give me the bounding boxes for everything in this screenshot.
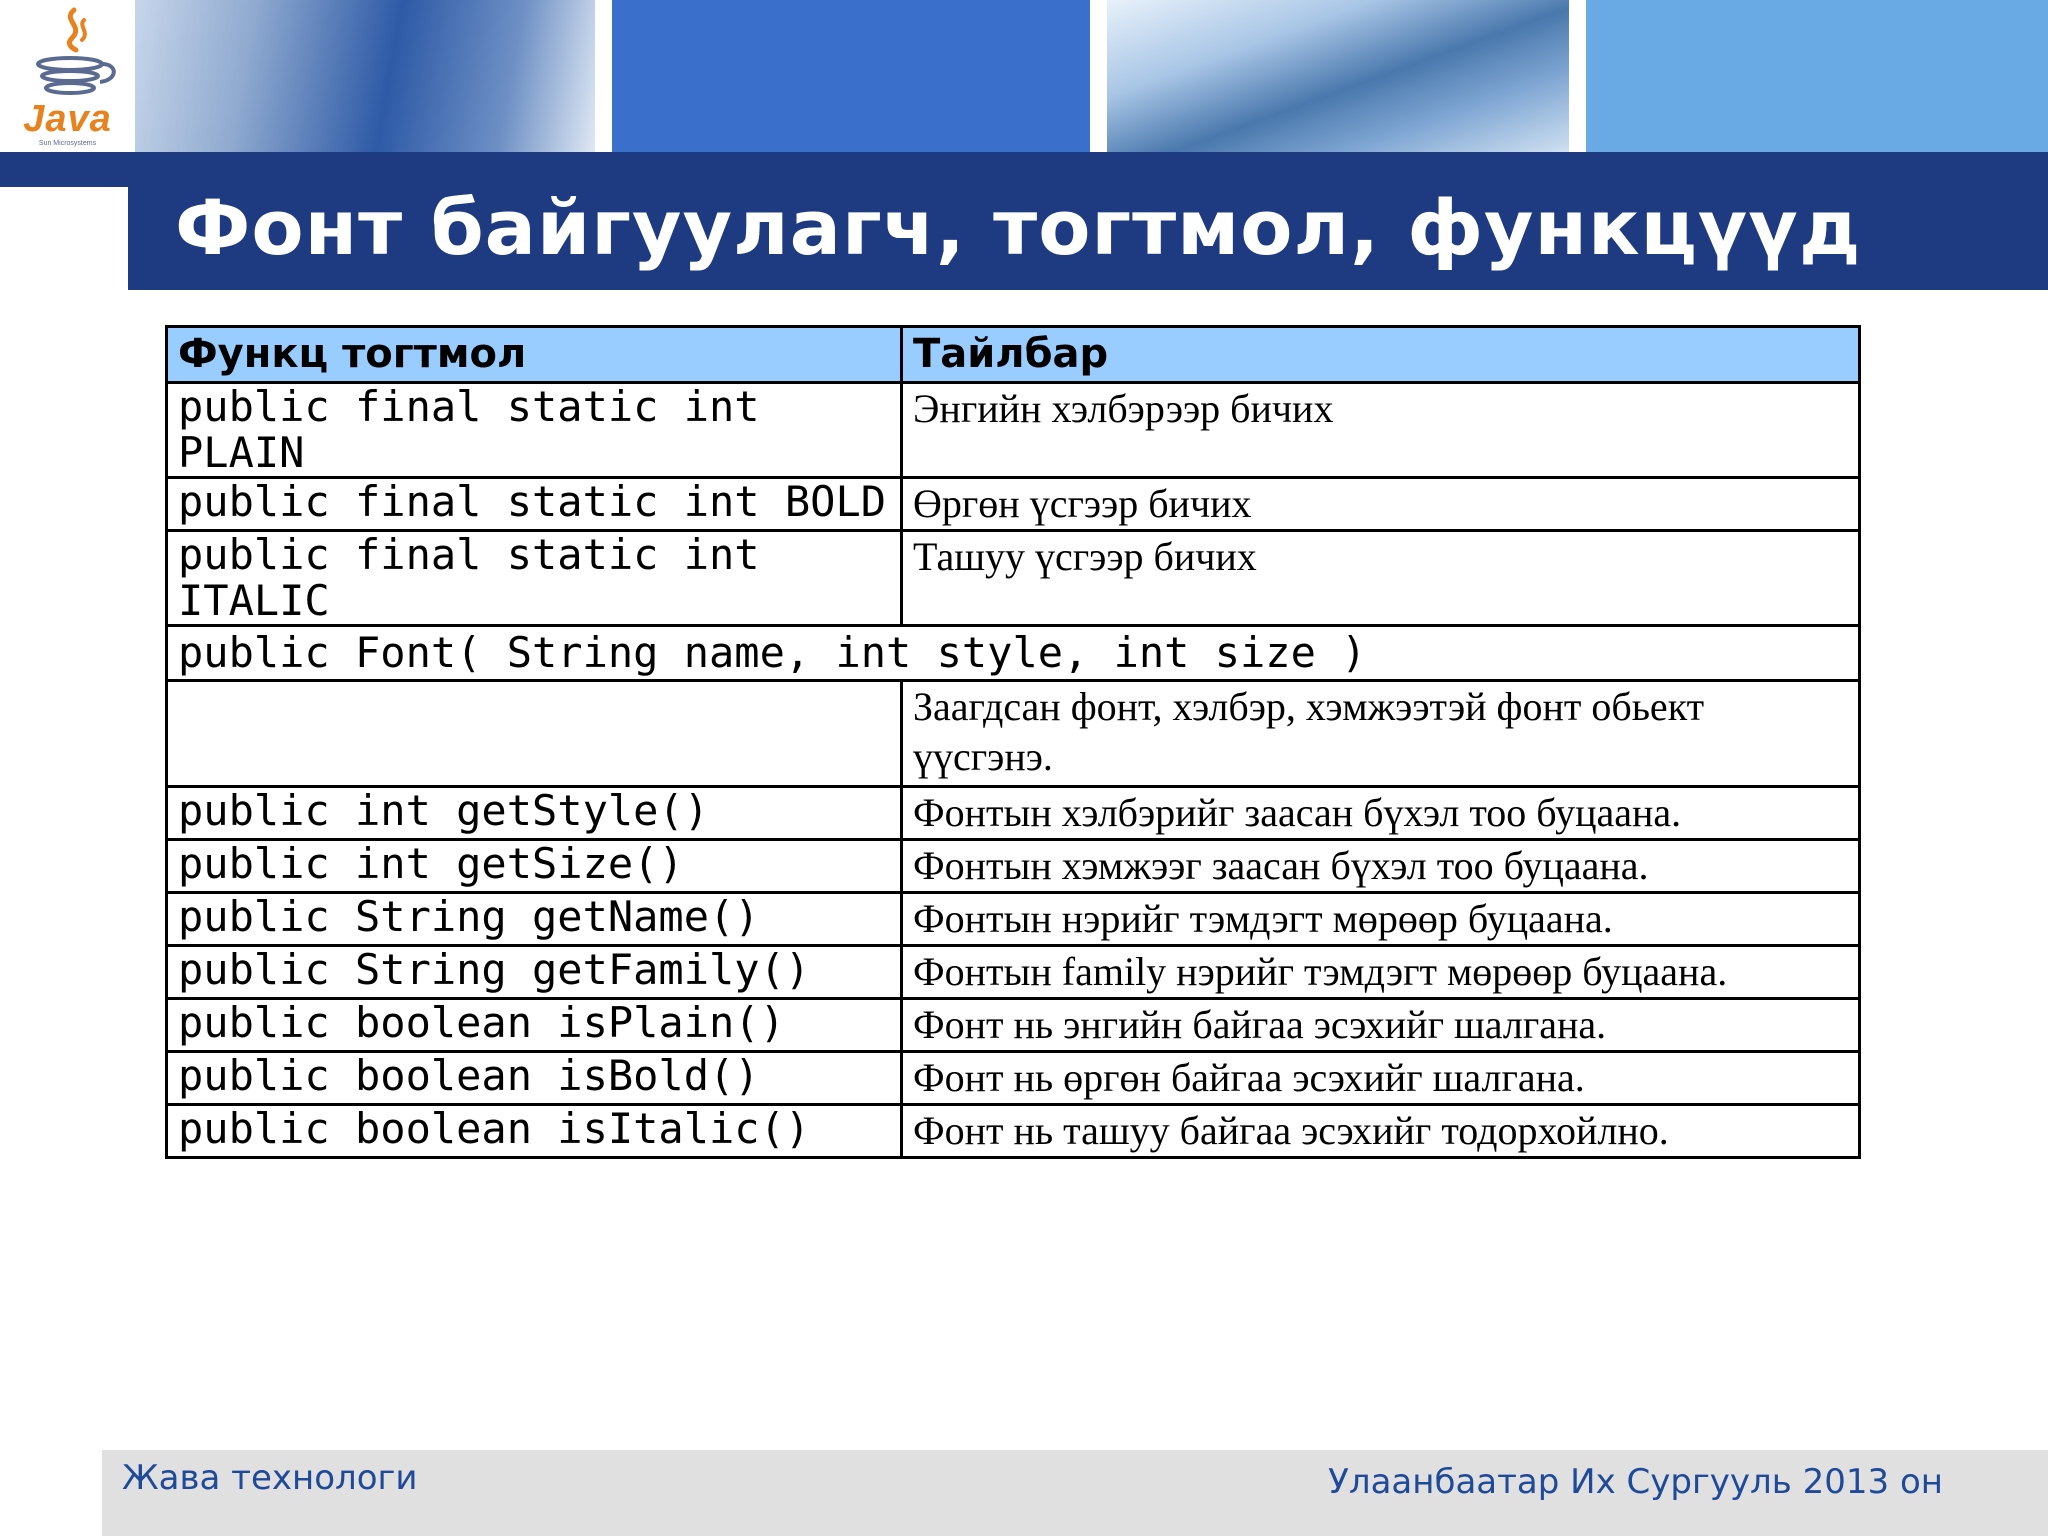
slide-title: Фонт байгуулагч, тогтмол, функцүүд (175, 183, 1862, 272)
code-cell: public final static int ITALIC (167, 531, 902, 626)
description-cell: Ташуу үсгээр бичих (902, 531, 1860, 626)
code-cell: public String getFamily() (167, 946, 902, 999)
header-cell-description: Тайлбар (902, 327, 1860, 383)
table-row (167, 531, 1860, 626)
logo-subtext: Sun Microsystems (38, 140, 97, 147)
description-cell: Фонт нь ташуу байгаа эсэхийг тодорхойлно. (902, 1105, 1860, 1158)
footer-university: Улаанбаатар Их Сургууль 2013 он (1328, 1462, 1943, 1502)
table-row (167, 999, 1860, 1052)
table-row (167, 840, 1860, 893)
description-cell: Фонтын хэлбэрийг заасан бүхэл тоо буцаана. (902, 787, 1860, 840)
header-banner (0, 0, 2048, 155)
banner-block-blue (612, 0, 1090, 152)
table-row (167, 383, 1860, 478)
table-row-constructor (167, 626, 1860, 681)
description-cell: Фонтын хэмжээг заасан бүхэл тоо буцаана. (902, 840, 1860, 893)
table-header-row (167, 327, 1860, 383)
code-cell: public boolean isPlain() (167, 999, 902, 1052)
table-row (167, 1052, 1860, 1105)
banner-photo-keyboard (135, 0, 595, 152)
table-row (167, 893, 1860, 946)
description-cell: Фонтын family нэрийг тэмдэгт мөрөөр буцаана. (902, 946, 1860, 999)
code-cell: public final static int PLAIN (167, 383, 902, 478)
table-row (167, 478, 1860, 531)
code-cell: public String getName() (167, 893, 902, 946)
description-cell: Өргөн үсгээр бичих (902, 478, 1860, 531)
description-cell: Фонт нь өргөн байгаа эсэхийг шалгана. (902, 1052, 1860, 1105)
code-cell: public final static int BOLD (167, 478, 902, 531)
table-row (167, 946, 1860, 999)
description-cell: Фонтын нэрийг тэмдэгт мөрөөр буцаана. (902, 893, 1860, 946)
description-cell: Энгийн хэлбэрээр бичих (902, 383, 1860, 478)
description-cell: Заагдсан фонт, хэлбэр, хэмжээтэй фонт обьект үүсгэнэ. (902, 681, 1860, 787)
code-cell-empty (167, 681, 902, 787)
banner-photo-buildings (1107, 0, 1569, 152)
table-row (167, 681, 1860, 787)
header-cell-function: Функц тогтмол (167, 327, 902, 383)
logo-text: Java (23, 98, 112, 140)
function-table (165, 325, 1861, 1159)
java-logo (0, 0, 135, 152)
constructor-cell: public Font( String name, int style, int size ) (167, 626, 1860, 681)
code-cell: public int getSize() (167, 840, 902, 893)
code-cell: public boolean isItalic() (167, 1105, 902, 1158)
banner-block-lightblue (1586, 0, 2048, 152)
java-cup-icon (22, 6, 122, 102)
table-row (167, 787, 1860, 840)
code-cell: public int getStyle() (167, 787, 902, 840)
footer-course-name: Жава технологи (122, 1458, 418, 1498)
code-cell: public boolean isBold() (167, 1052, 902, 1105)
description-cell: Фонт нь энгийн байгаа эсэхийг шалгана. (902, 999, 1860, 1052)
table-row (167, 1105, 1860, 1158)
